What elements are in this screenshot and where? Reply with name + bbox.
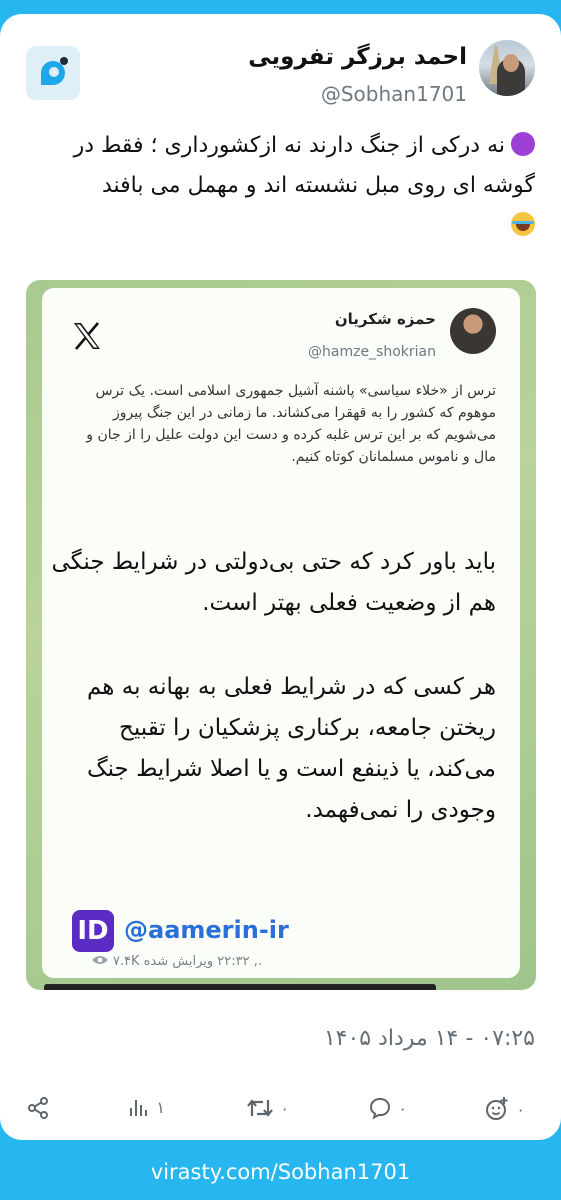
reply-count: ۰ <box>398 1098 407 1118</box>
quoted-text: ترس از «خلاء سیاسی» پاشنه آشیل جمهوری اسلامی است. یک ترس موهوم که کشور را به قهقرا می‌کشاند. ما زمانی در این جنگ پیروز می‌شویم که بر این ترس غلبه کرده و دست این دولت علیل را از جان و مال و ناموس مسلمانان کوتاه کنیم. <box>86 383 496 465</box>
caption-paragraph-2: هر کسی که در شرایط فعلی به بهانه به هم ریختن جامعه، برکناری پزشکیان را تقبیح می‌کند، یا ذینفع است و یا اصلا شرایط جنگ وجودی را نمی‌فهمد. <box>87 674 496 823</box>
post-card <box>0 14 561 1140</box>
views-count: ۱ <box>156 1097 165 1117</box>
footer-url[interactable]: virasty.com/Sobhan1701 <box>150 1160 411 1184</box>
repost-button[interactable] <box>246 1096 289 1120</box>
x-logo-icon <box>72 322 102 350</box>
tweet-text-content: نه درکی از جنگ دارند نه ازکشورداری ؛ فقط در گوشه ای روی مبل نشسته اند و مهمل می بافند <box>73 133 535 198</box>
views-button[interactable] <box>128 1096 165 1118</box>
eye-icon <box>91 954 109 966</box>
repost-icon <box>246 1096 274 1120</box>
reply-button[interactable] <box>368 1096 407 1120</box>
media-image[interactable] <box>26 280 536 990</box>
share-button[interactable] <box>26 1096 50 1120</box>
quoted-author-handle: @hamze_shokrian <box>308 344 436 360</box>
post-header <box>0 40 561 110</box>
action-bar <box>0 1096 561 1126</box>
post-timestamp: ۰۷:۲۵ - ۱۴ مرداد ۱۴۰۵ <box>323 1026 535 1051</box>
react-count: ۰ <box>516 1099 525 1119</box>
quoted-meta <box>91 954 262 969</box>
author-handle[interactable]: @Sobhan1701 <box>320 82 467 106</box>
app-logo-icon <box>26 46 80 100</box>
purple-circle-emoji <box>511 132 535 156</box>
laughing-emoji <box>511 212 535 236</box>
tweet-text <box>25 126 535 246</box>
quoted-author-name: حمزه شکریان <box>334 310 436 328</box>
author-avatar[interactable] <box>479 40 535 96</box>
views-icon <box>128 1096 150 1118</box>
react-button[interactable] <box>484 1096 525 1122</box>
share-icon <box>26 1096 50 1120</box>
watermark-badge: ID <box>72 910 114 952</box>
quoted-author-avatar <box>450 308 496 354</box>
author-name[interactable]: احمد برزگر تفرویی <box>248 44 467 70</box>
watermark-handle: @aamerin-ir <box>124 916 289 944</box>
caption-paragraph-1: باید باور کرد که حتی بی‌دولتی در شرایط جنگی هم از وضعیت فعلی بهتر است. <box>51 549 496 616</box>
reply-icon <box>368 1096 392 1120</box>
quoted-meta-text: ., ۲۲:۳۲ ویرایش شده ۷.۴K <box>112 954 262 969</box>
media-scroll-indicator <box>44 984 436 990</box>
quoted-tweet-screenshot <box>42 288 520 978</box>
quoted-caption <box>46 542 496 874</box>
repost-count: ۰ <box>280 1098 289 1118</box>
react-icon <box>484 1096 510 1122</box>
